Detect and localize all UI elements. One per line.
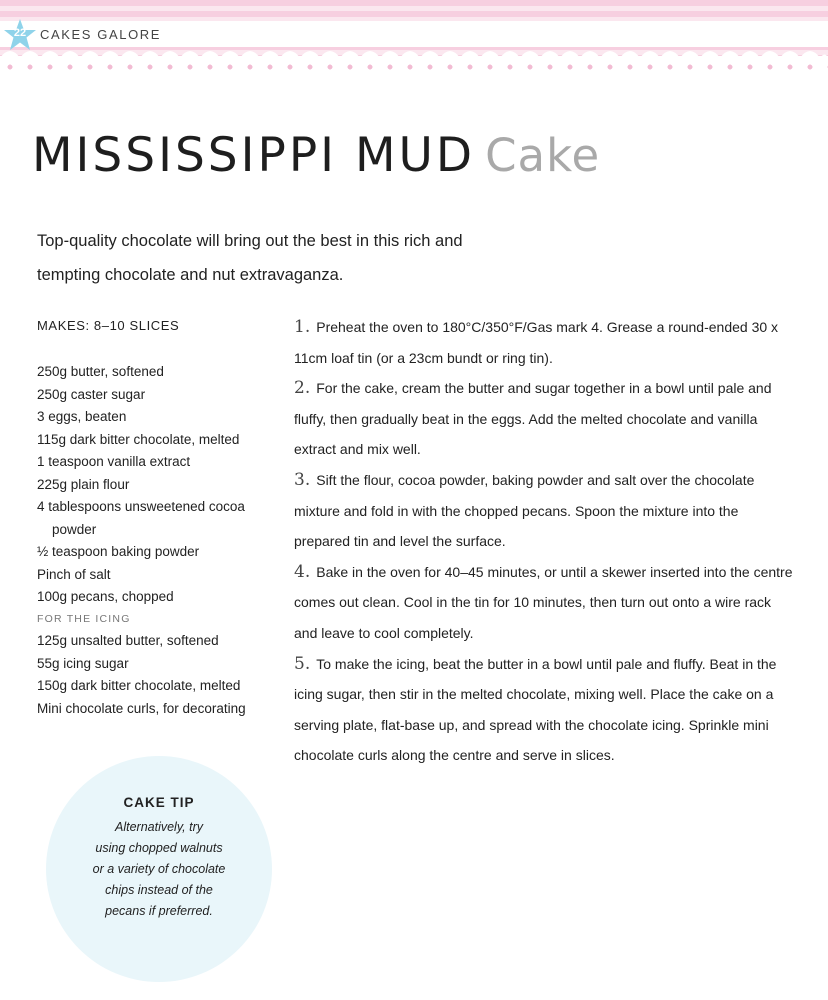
step-number: 2. <box>294 378 311 399</box>
ingredient-list <box>37 361 267 609</box>
ingredient-item: Pinch of salt <box>37 566 111 582</box>
makes-yield: MAKES: 8–10 SLICES <box>37 318 180 333</box>
ingredient-item: 150g dark bitter chocolate, melted <box>37 678 241 693</box>
tip-line: chips instead of the <box>105 883 213 897</box>
ingredient-item: 100g pecans, chopped <box>37 589 174 604</box>
icing-ingredient-list <box>37 630 267 720</box>
ingredient-item: Mini chocolate curls, for decorating <box>37 700 246 716</box>
method-step <box>294 373 794 465</box>
recipe-title <box>32 128 600 183</box>
intro-line: Top-quality chocolate will bring out the best in this rich and <box>37 232 463 250</box>
method-step <box>294 557 794 649</box>
ingredient-item: 250g butter, softened <box>37 364 164 379</box>
method-step <box>294 312 794 373</box>
method-step <box>294 649 794 771</box>
step-number: 4. <box>294 561 311 582</box>
step-text: Bake in the oven for 40–45 minutes, or until a skewer inserted into the centre comes out clean. Cool in the tin for 10 minutes, then turn out onto a wire rack and leave to cool completely. <box>294 563 793 641</box>
ingredient-item: 115g dark bitter chocolate, melted <box>37 431 240 447</box>
ingredient-item: 1 teaspoon vanilla extract <box>37 454 191 469</box>
step-number: 5. <box>294 653 311 674</box>
tip-title: CAKE TIP <box>123 795 195 810</box>
intro-line: tempting chocolate and nut extravaganza. <box>37 266 344 284</box>
recipe-title-main: MISSISSIPPI MUD <box>32 128 476 183</box>
tip-line: Alternatively, try <box>115 820 203 834</box>
ingredient-item: 4 tablespoons unsweetened cocoa powder <box>37 499 245 537</box>
page-number: 22 <box>13 27 27 39</box>
scallop-edge <box>0 44 828 58</box>
running-head: CAKES GALORE <box>40 27 162 42</box>
recipe-title-accent: Cake <box>485 129 601 182</box>
ingredient-item: 3 eggs, beaten <box>37 409 127 424</box>
step-number: 1. <box>294 317 311 337</box>
step-text: Sift the flour, cocoa powder, baking powder and salt over the chocolate mixture and fold in with the chopped pecans. Spoon the mixture into the prepared tin and level the surface. <box>294 471 755 550</box>
tip-line: using chopped walnuts <box>95 841 223 855</box>
step-number: 3. <box>294 469 311 490</box>
method-steps <box>294 312 794 771</box>
method-step <box>294 465 794 557</box>
step-text: To make the icing, beat the butter in a bowl until pale and fluffy. Beat in the icing sugar, then stir in the melted chocolate, mixing well. Place the cake on a serving plate, flat-base up, and spread with the chocolate icing. Sprinkle mini chocolate curls along the centre and serve in slices. <box>294 655 777 764</box>
tip-line: pecans if preferred. <box>105 904 213 918</box>
step-text: Preheat the oven to 180°C/350°F/Gas mark 4. Grease a round-ended 30 x 11cm loaf tin (or a 23cm bundt or ring tin). <box>294 319 779 366</box>
ingredient-item: 125g unsalted butter, softened <box>37 633 219 648</box>
ingredient-item: 250g caster sugar <box>37 386 146 402</box>
ingredient-item: 55g icing sugar <box>37 655 129 671</box>
tip-line: or a variety of chocolate <box>92 862 226 876</box>
icing-heading: FOR THE ICING <box>37 613 131 625</box>
tip-body <box>76 817 242 922</box>
header-dot-row <box>0 63 828 71</box>
ingredient-item: ½ teaspoon baking powder <box>37 544 200 559</box>
recipe-intro <box>37 224 597 292</box>
ingredient-item: 225g plain flour <box>37 476 130 492</box>
step-text: For the cake, cream the butter and sugar together in a bowl until pale and fluffy, then gradually beat in the eggs. Add the melted chocolate and vanilla extract and mix well. <box>294 380 772 458</box>
